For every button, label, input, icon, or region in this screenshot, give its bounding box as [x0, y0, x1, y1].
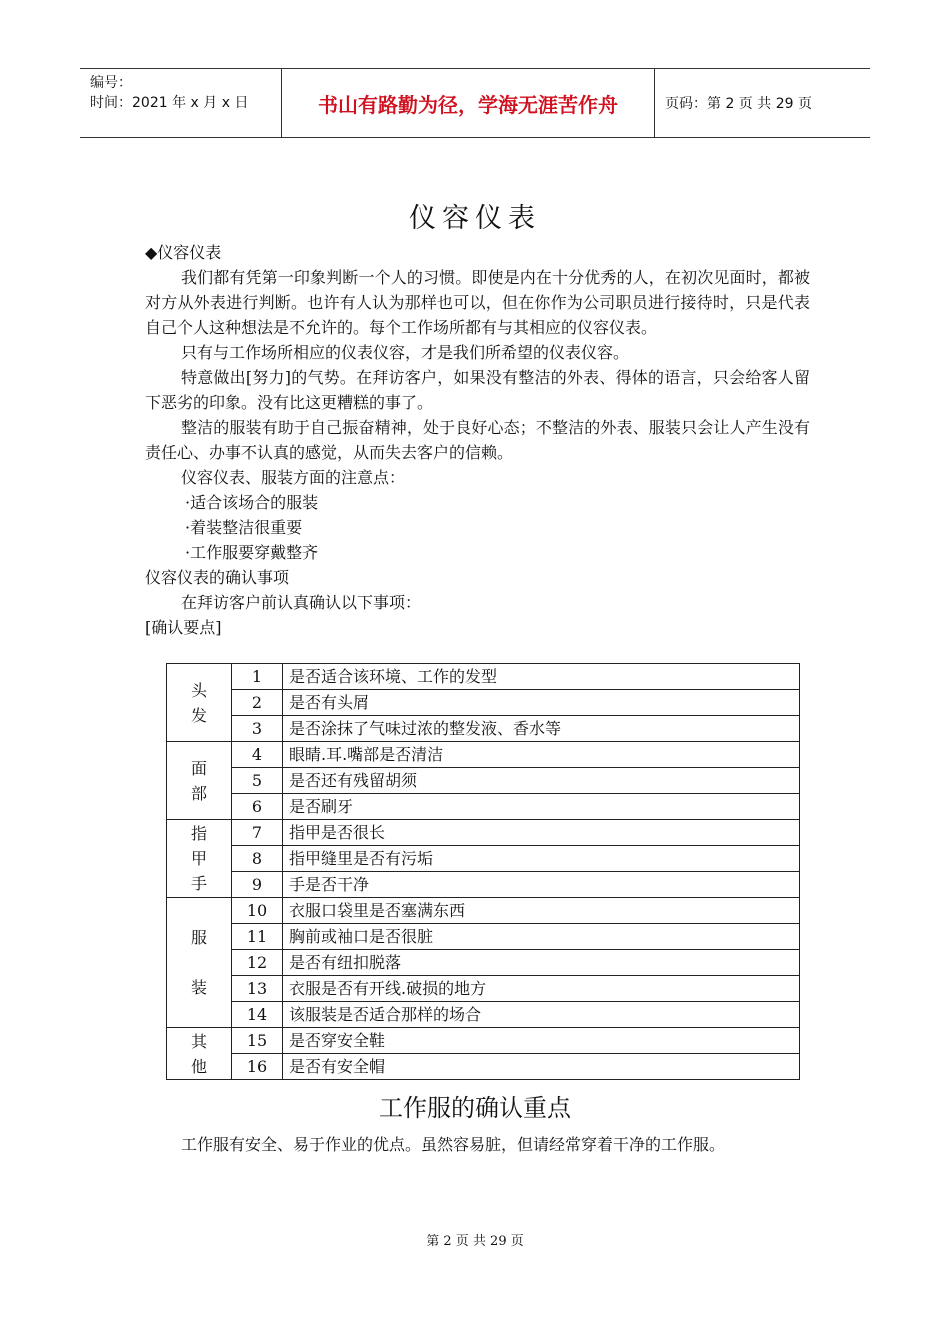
table-row — [167, 742, 800, 768]
table-row — [167, 846, 800, 872]
table-row — [167, 1054, 800, 1080]
table-row — [167, 820, 800, 846]
checklist-table — [166, 663, 800, 1080]
item-number: 1 — [232, 664, 283, 690]
item-number: 11 — [232, 924, 283, 950]
item-number: 10 — [232, 898, 283, 924]
doc-number-label: 编号： — [90, 75, 132, 91]
category-cell — [167, 820, 232, 898]
item-number: 3 — [232, 716, 283, 742]
item-text: 指甲缝里是否有污垢 — [283, 846, 800, 872]
item-text: 是否还有残留胡须 — [283, 768, 800, 794]
table-row — [167, 690, 800, 716]
header-page-info: 页码：第 2 页 共 29 页 — [665, 96, 812, 112]
bullet-item: ·工作服要穿戴整齐 — [185, 543, 319, 562]
category-cell — [167, 664, 232, 742]
item-number: 15 — [232, 1028, 283, 1054]
table-row — [167, 1002, 800, 1028]
bullet-item: ·着装整洁很重要 — [185, 518, 303, 537]
item-text: 是否穿安全鞋 — [283, 1028, 800, 1054]
item-text: 衣服是否有开线.破损的地方 — [283, 976, 800, 1002]
subsection-heading: 仪容仪表的确认事项 — [145, 568, 290, 587]
table-row — [167, 924, 800, 950]
paragraph: 仪容仪表、服装方面的注意点： — [181, 468, 406, 487]
category-label: 面 部 — [190, 758, 207, 803]
paragraph: 只有与工作场所相应的仪表仪容，才是我们所希望的仪表仪容。 — [181, 343, 630, 362]
category-label: 其 他 — [190, 1031, 207, 1076]
category-cell — [167, 742, 232, 820]
page-footer: 第 2 页 共 29 页 — [426, 1234, 524, 1249]
item-text: 是否有安全帽 — [283, 1054, 800, 1080]
page-title: 仪容仪表 — [409, 203, 541, 234]
item-text: 该服装是否适合那样的场合 — [283, 1002, 800, 1028]
item-number: 7 — [232, 820, 283, 846]
item-text: 衣服口袋里是否塞满东西 — [283, 898, 800, 924]
item-number: 6 — [232, 794, 283, 820]
table-row — [167, 950, 800, 976]
item-text: 手是否干净 — [283, 872, 800, 898]
section-title: 工作服的确认重点 — [379, 1094, 571, 1122]
item-number: 2 — [232, 690, 283, 716]
table-row — [167, 1028, 800, 1054]
table-row — [167, 794, 800, 820]
paragraph: 我们都有凭第一印象判断一个人的习惯。即使是内在十分优秀的人，在初次见面时，都被对方从外表进行判断。也许有人认为那样也可以，但在你作为公司职员进行接待时，只是代表自己个人这种想法是不允许的。每个工作场所都有与其相应的仪容仪表。 — [145, 268, 810, 337]
section-paragraph: 工作服有安全、易于作业的优点。虽然容易脏，但请经常穿着干净的工作服。 — [181, 1135, 726, 1154]
item-number: 12 — [232, 950, 283, 976]
category-cell — [167, 898, 232, 1028]
item-text: 是否涂抹了气味过浓的整发液、香水等 — [283, 716, 800, 742]
table-row — [167, 976, 800, 1002]
doc-date: 时间：2021 年 x 月 x 日 — [90, 95, 249, 111]
page-header — [80, 68, 870, 138]
item-number: 9 — [232, 872, 283, 898]
header-meta — [80, 69, 282, 137]
item-number: 4 — [232, 742, 283, 768]
item-text: 指甲是否很长 — [283, 820, 800, 846]
table-row — [167, 716, 800, 742]
category-cell — [167, 1028, 232, 1080]
section-heading: ◆仪容仪表 — [145, 243, 222, 262]
item-number: 5 — [232, 768, 283, 794]
body-text — [145, 240, 810, 640]
table-row — [167, 768, 800, 794]
table-row — [167, 898, 800, 924]
item-text: 胸前或袖口是否很脏 — [283, 924, 800, 950]
item-number: 13 — [232, 976, 283, 1002]
paragraph: 整洁的服装有助于自己振奋精神，处于良好心态；不整洁的外表、服装只会让人产生没有责任心、办事不认真的感觉，从而失去客户的信赖。 — [145, 418, 810, 462]
category-label: 指 甲 手 — [190, 824, 207, 893]
table-row — [167, 872, 800, 898]
item-text: 是否刷牙 — [283, 794, 800, 820]
table-row — [167, 664, 800, 690]
item-number: 14 — [232, 1002, 283, 1028]
header-motto: 书山有路勤为径，学海无涯苦作舟 — [282, 69, 655, 137]
item-text: 是否有头屑 — [283, 690, 800, 716]
item-text: 是否有纽扣脱落 — [283, 950, 800, 976]
item-number: 8 — [232, 846, 283, 872]
item-text: 眼睛.耳.嘴部是否清洁 — [283, 742, 800, 768]
category-label: 服 装 — [190, 928, 207, 997]
bullet-item: ·适合该场合的服装 — [185, 493, 319, 512]
item-number: 16 — [232, 1054, 283, 1080]
paragraph: 特意做出[努力]的气势。在拜访客户，如果没有整洁的外表、得体的语言，只会给客人留下恶劣的印象。没有比这更糟糕的事了。 — [145, 368, 810, 412]
category-label: 头 发 — [190, 680, 207, 725]
paragraph: 在拜访客户前认真确认以下事项： — [181, 593, 422, 612]
table-caption: [确认要点] — [145, 618, 222, 637]
item-text: 是否适合该环境、工作的发型 — [283, 664, 800, 690]
